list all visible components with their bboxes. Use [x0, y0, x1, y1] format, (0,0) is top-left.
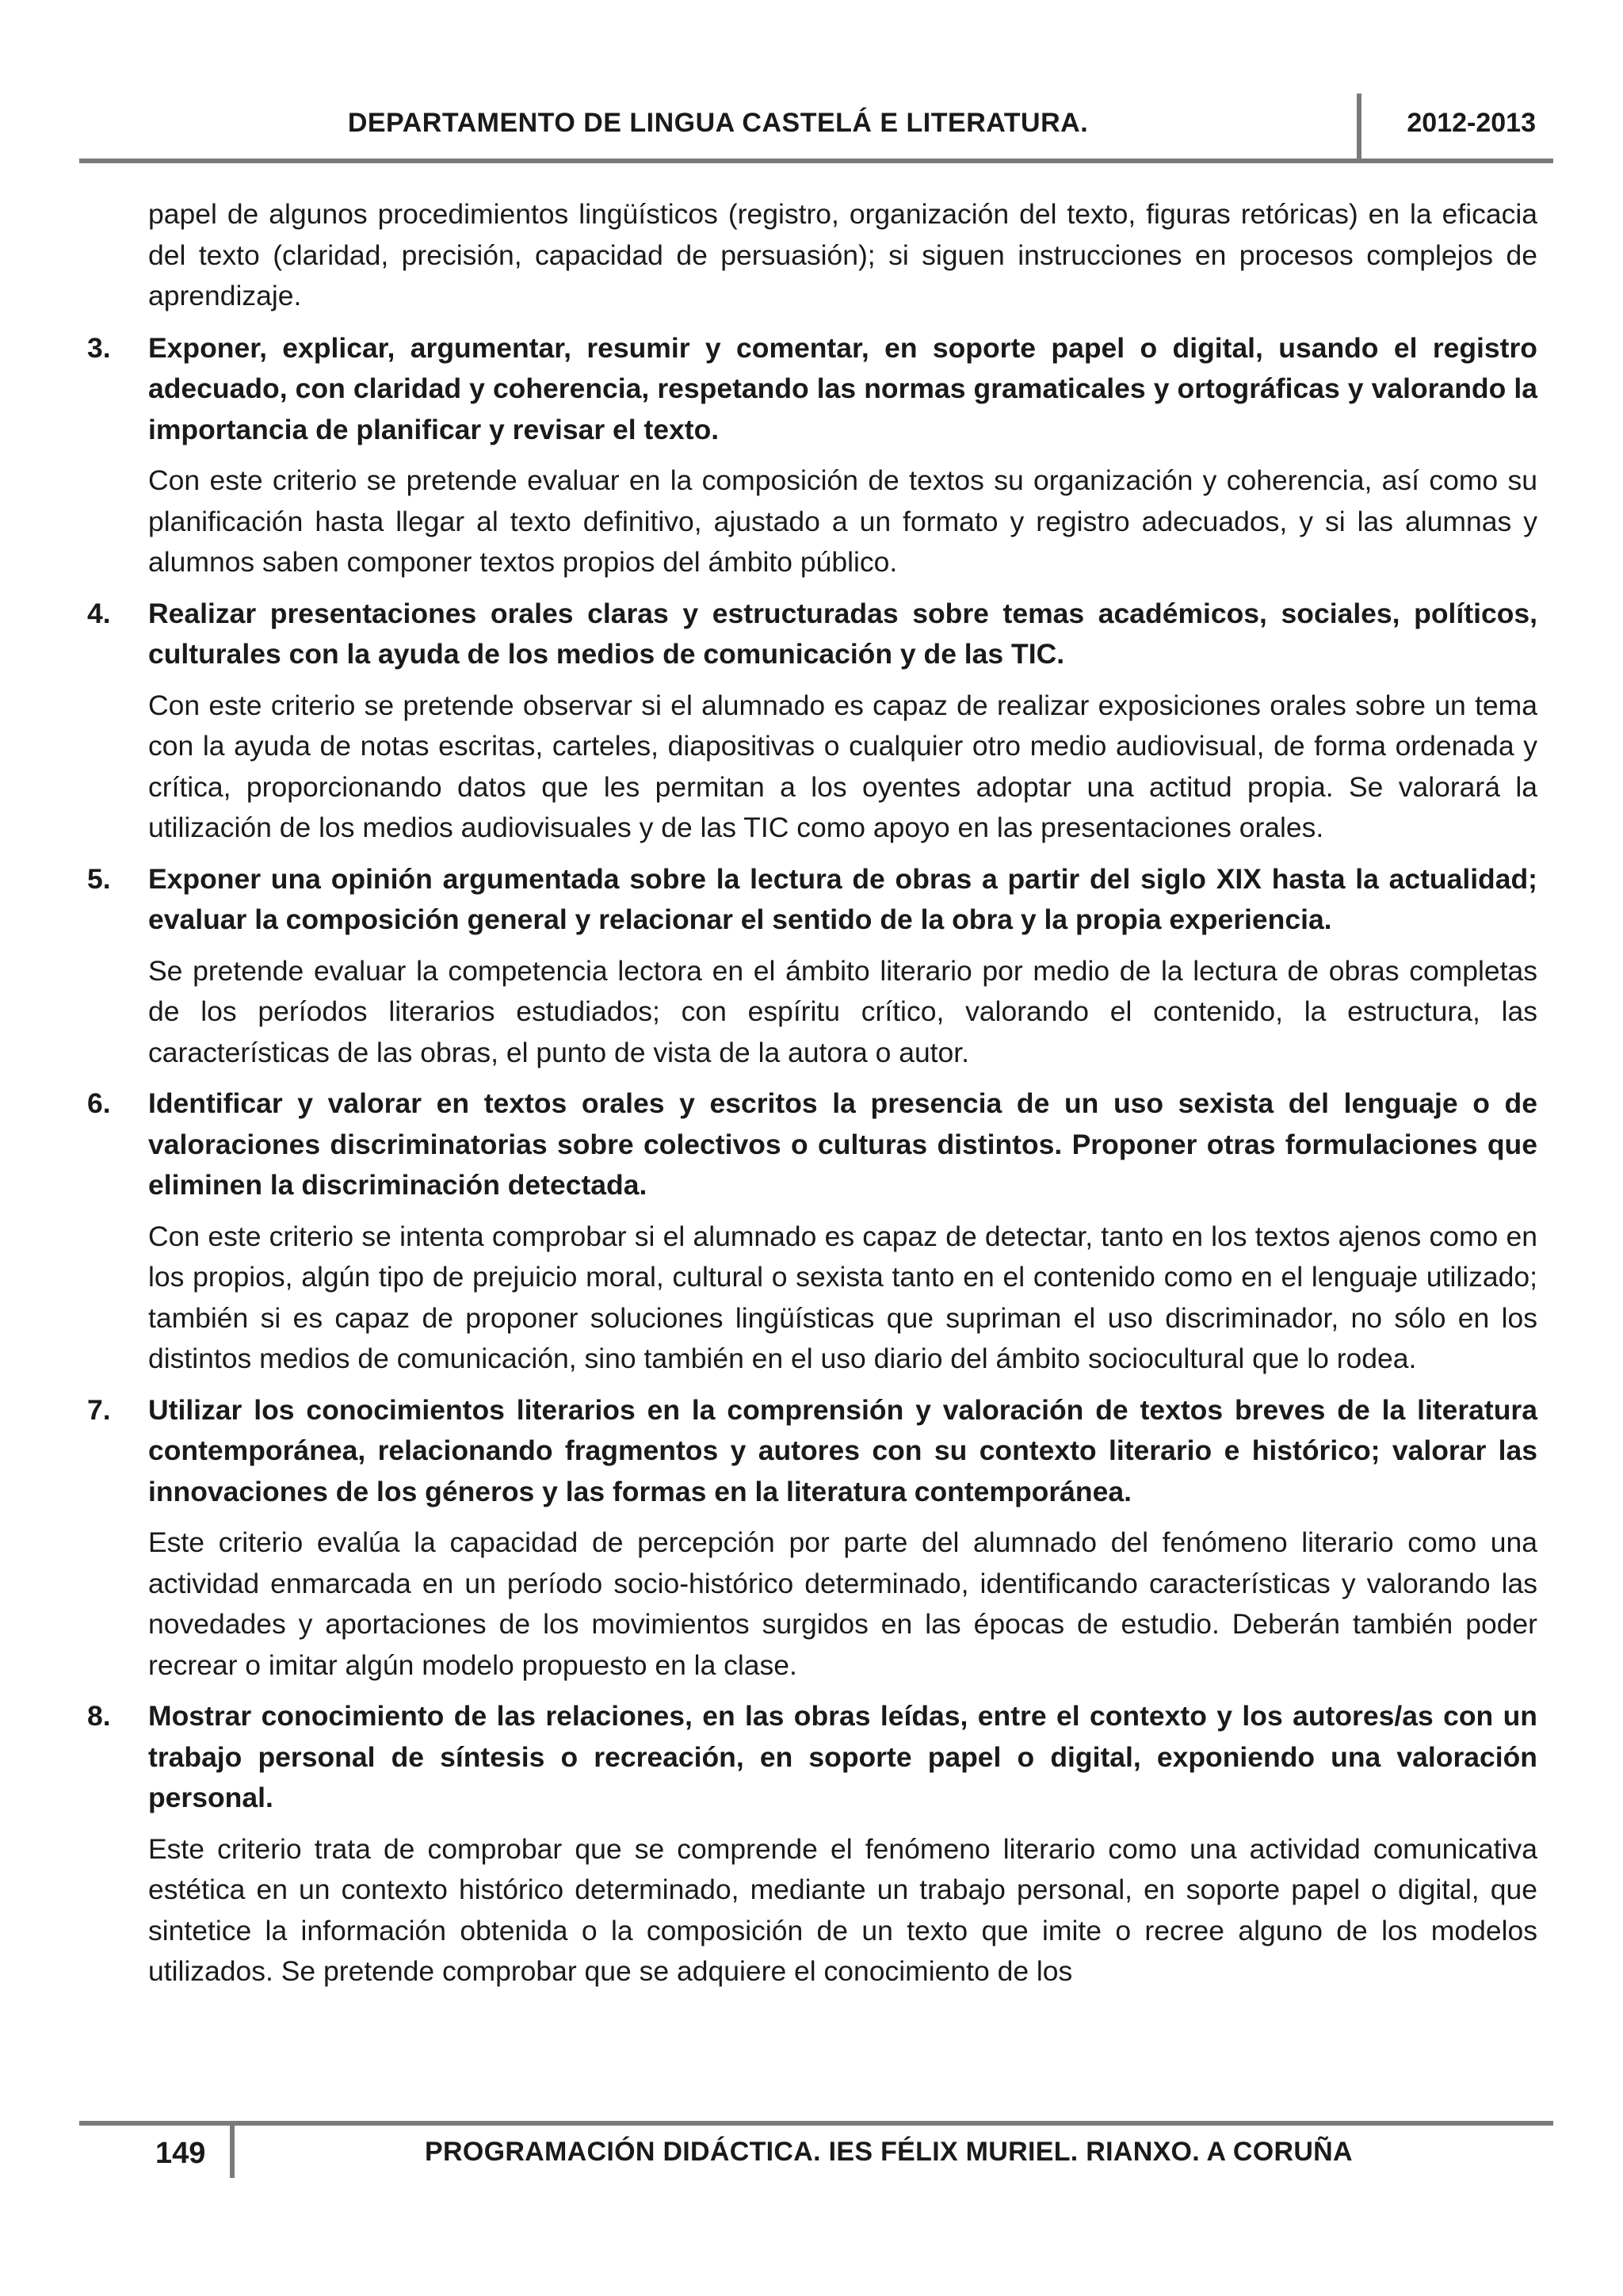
criterion-explanation: Este criterio trata de comprobar que se comprende el fenómeno literario como una actividad comunicativa estética en un contexto histórico determinado, mediante un trabajo personal, en soporte papel o digital, que sintetice la información obtenida o la composición de un texto que imite o recree alguno de los modelos utilizados. Se pretende comprobar que se adquiere el conocimiento de los [148, 1832, 1537, 1987]
criterion-item [87, 1390, 1537, 1687]
intro-paragraph: papel de algunos procedimientos lingüísticos (registro, organización del texto, figuras retóricas) en la eficacia del texto (claridad, precisión, capacidad de persuasión); si siguen instrucciones en procesos complejos de aprendizaje. [148, 198, 1537, 311]
criterion-explanation: Con este criterio se pretende observar si el alumnado es capaz de realizar exposiciones orales sobre un tema con la ayuda de notas escritas, carteles, diapositivas o cualquier otro medio audiovisual, de forma ordenada y crítica, proporcionando datos que les permitan a los oyentes adoptar una actitud propia. Se valorará la utilización de los medios audiovisuales y de las TIC como apoyo en las presentaciones orales. [148, 689, 1537, 843]
criterion-item [87, 1696, 1537, 1992]
page-header [79, 94, 1553, 162]
criterion-item [87, 328, 1537, 583]
header-divider [1357, 94, 1361, 162]
criterion-number: 4. [87, 597, 111, 629]
footer-title: PROGRAMACIÓN DIDÁCTICA. IES FÉLIX MURIEL. RIANXO. A CORUÑA [425, 2137, 1353, 2167]
page-footer [79, 2121, 1553, 2192]
criterion-explanation: Con este criterio se pretende evaluar en la composición de textos su organización y coherencia, así como su planificación hasta llegar al texto definitivo, ajustado a un formato y registro adecuados, y si las alumnas y alumnos saben componer textos propios del ámbito público. [148, 464, 1537, 578]
criterion-title: Exponer, explicar, argumentar, resumir y comentar, en soporte papel o digital, usando el registro adecuado, con claridad y coherencia, respetando las normas gramaticales y ortográficas y valorando la importancia de planificar y revisar el texto. [148, 331, 1537, 445]
criterion-number: 7. [87, 1393, 111, 1426]
footer-divider [230, 2121, 235, 2178]
criterion-item [87, 1083, 1537, 1380]
criterion-number: 6. [87, 1087, 111, 1119]
criterion-number: 5. [87, 862, 111, 895]
criterion-title: Mostrar conocimiento de las relaciones, en las obras leídas, entre el contexto y los autores/as con un trabajo personal de síntesis o recreación, en soporte papel o digital, exponiendo una valoración personal. [148, 1700, 1537, 1813]
academic-year: 2012-2013 [1407, 108, 1536, 138]
criterion-explanation: Este criterio evalúa la capacidad de percepción por parte del alumnado del fenómeno literario como una actividad enmarcada en un período socio-histórico determinado, identificando características y valorando las novedades y aportaciones de los movimientos surgidos en las épocas de estudio. Deberán también poder recrear o imitar algún modelo propuesto en la clase. [148, 1526, 1537, 1681]
criterion-title: Identificar y valorar en textos orales y escritos la presencia de un uso sexista del lenguaje o de valoraciones discriminatorias sobre colectivos o culturas distintos. Proponer otras formulaciones que eliminen la discriminación detectada. [148, 1087, 1537, 1201]
header-rule [79, 159, 1553, 163]
criterion-item [87, 594, 1537, 849]
criterion-item [87, 859, 1537, 1074]
criterion-title: Exponer una opinión argumentada sobre la lectura de obras a partir del siglo XIX hasta la actualidad; evaluar la composición general y relacionar el sentido de la obra y la propia experiencia. [148, 862, 1537, 935]
criterion-number: 3. [87, 331, 111, 364]
criterion-title: Utilizar los conocimientos literarios en la comprensión y valoración de textos breves de la literatura contemporánea, relacionando fragmentos y autores con su contexto literario e histórico; valorar las innovaciones de los géneros y las formas en la literatura contemporánea. [148, 1393, 1537, 1507]
criterion-explanation: Con este criterio se intenta comprobar si el alumnado es capaz de detectar, tanto en los textos ajenos como en los propios, algún tipo de prejuicio moral, cultural o sexista tanto en el contenido como en el lenguaje utilizado; también si es capaz de proponer soluciones lingüísticas que supriman el uso discriminador, no sólo en los distintos medios de comunicación, sino también en el uso diario del ámbito sociocultural que lo rodea. [148, 1220, 1537, 1374]
criterion-title: Realizar presentaciones orales claras y estructuradas sobre temas académicos, sociales, políticos, culturales con la ayuda de los medios de comunicación y de las TIC. [148, 597, 1537, 670]
department-title: DEPARTAMENTO DE LINGUA CASTELÁ E LITERATURA. [347, 108, 1089, 138]
criterion-number: 8. [87, 1700, 111, 1732]
footer-rule [79, 2121, 1553, 2126]
page-body [87, 194, 1537, 2003]
criterion-explanation: Se pretende evaluar la competencia lectora en el ámbito literario por medio de la lectura de obras completas de los períodos literarios estudiados; con espíritu crítico, valorando el contenido, la estructura, las características de las obras, el punto de vista de la autora o autor. [148, 954, 1537, 1068]
page-number: 149 [155, 2137, 206, 2170]
